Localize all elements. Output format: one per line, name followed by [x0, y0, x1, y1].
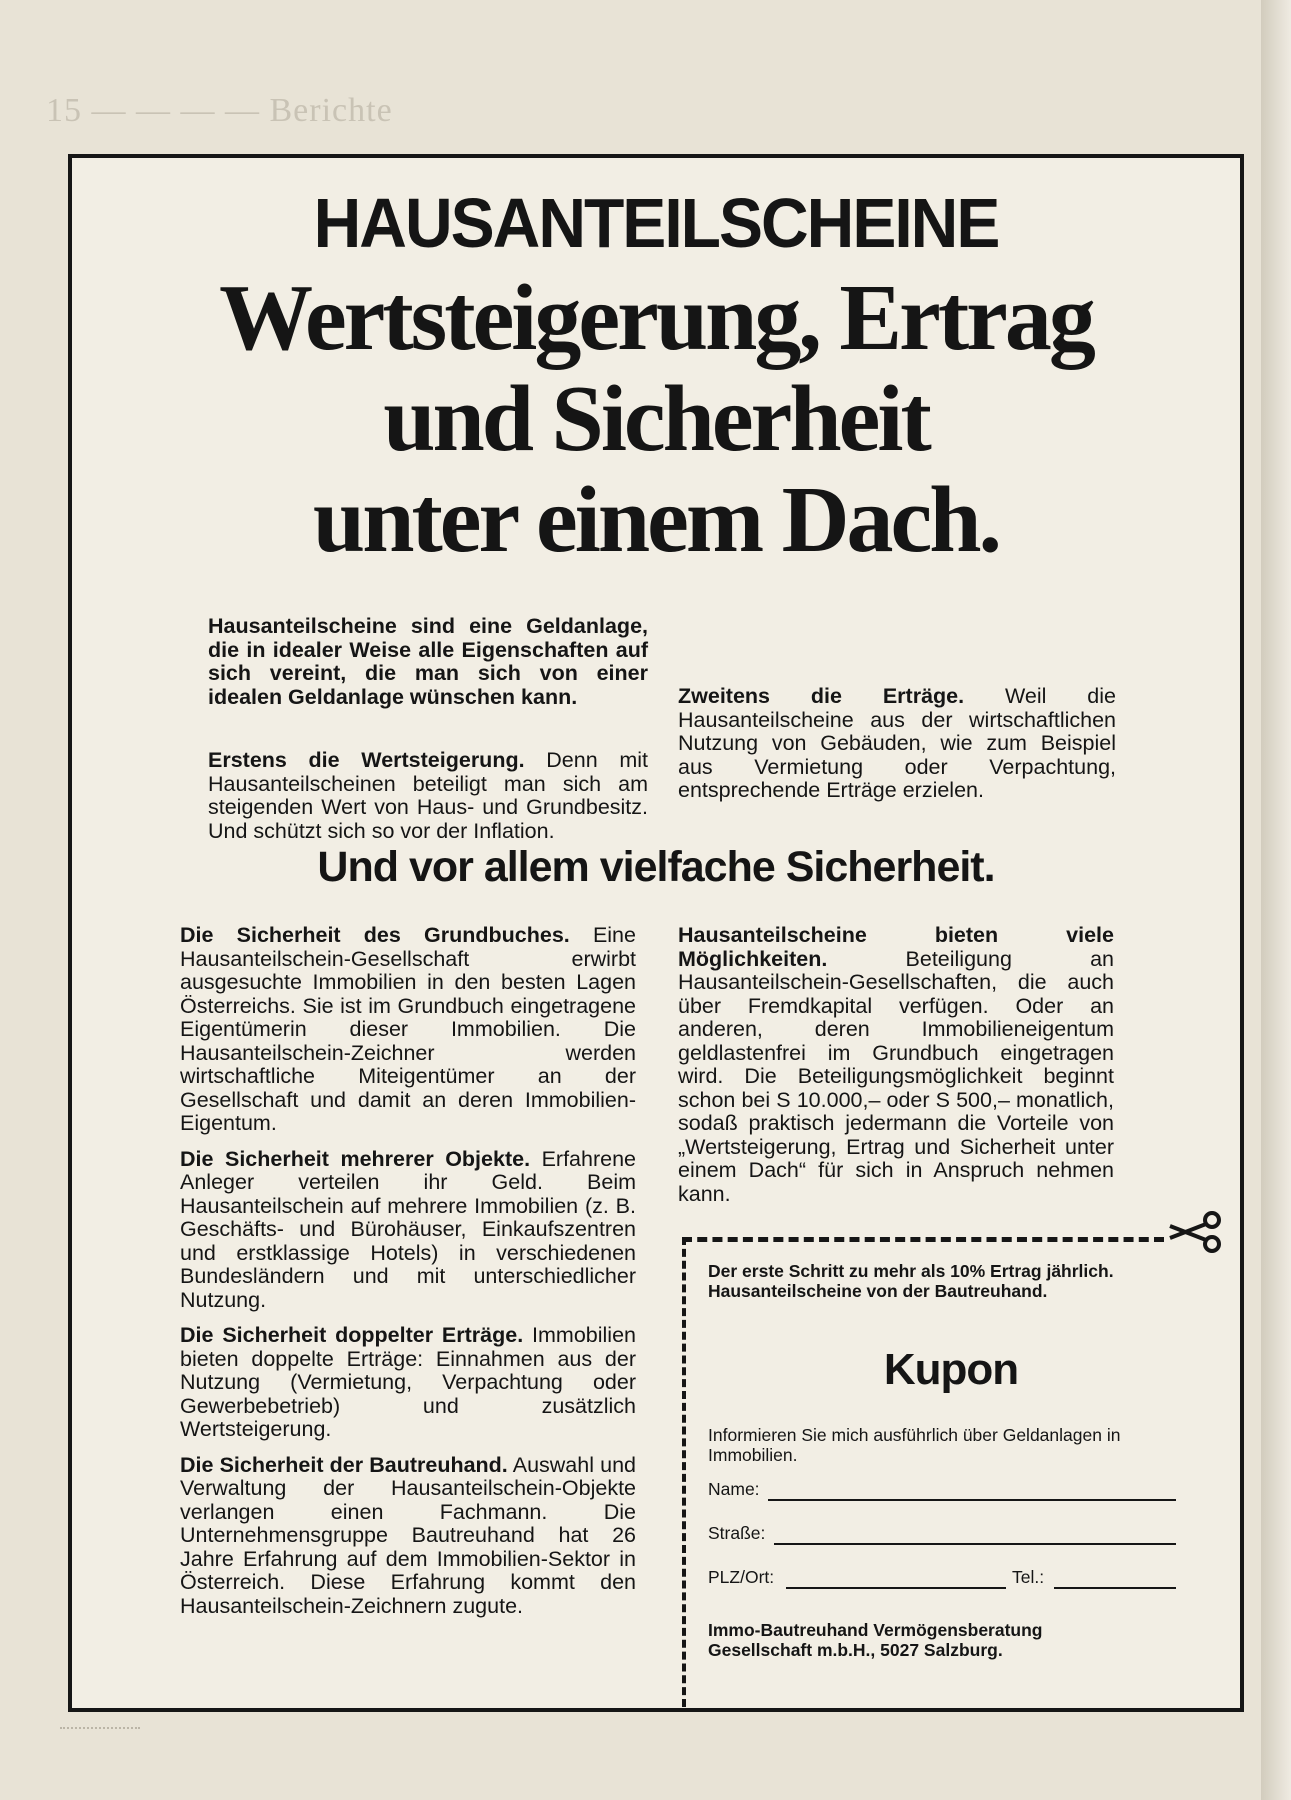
- headline-line: und Sicherheit: [383, 367, 929, 471]
- ertraege-text: Immobilien bieten doppelte Erträge: Einnahmen aus der Nutzung (Vermietung, Verpachtung oder Gewerbebetrieb) und zusätzlich Wertsteigerung.: [180, 1323, 636, 1441]
- name-field[interactable]: [708, 1479, 1178, 1503]
- ad-headline: [72, 268, 1240, 571]
- street-label: Straße:: [708, 1523, 766, 1543]
- footer-rule: [60, 1727, 140, 1733]
- grundbuch-title: Die Sicherheit des Grundbuches.: [180, 923, 570, 947]
- ad-kicker: HAUSANTEILSCHEINE: [313, 184, 999, 262]
- grundbuch-text: Eine Hausanteilschein-Gesellschaft erwirbt ausgesuchte Immobilien in den besten Lagen Österreichs. Sie ist im Grundbuch eingetragene Eigentümerin dieser Immobilien. Die Hausanteilschein-Zeichner werden wirtschaftliche Miteigentümer an der Gesellschaft und damit an deren Immobilien-Eigentum.: [180, 923, 636, 1135]
- headline-line: unter einem Dach.: [312, 468, 1000, 572]
- security-right-column: [678, 924, 1114, 1206]
- moeglichkeiten-text: Beteiligung an Hausanteilschein-Gesellschaften, die auch über Fremdkapital verfügen. Oder an anderen, deren Immobilieneigentum geldlastenfrei im Grundbuch eingetragen wird. Die Beteiligungsmöglichkeit beginnt schon bei S 10.000,– oder S 500,– monatlich, sodaß praktisch jedermann die Vorteile von „Wertsteigerung, Ertrag und Sicherheit unter einem Dach“ für sich in Anspruch nehmen kann.: [678, 946, 1114, 1206]
- first-text: Denn mit Hausanteilscheinen beteiligt man sich am steigenden Wert von Haus- und Grundbesitz. Und schützt sich so vor der Inflation.: [208, 748, 648, 843]
- subheadline: Und vor allem vielfache Sicherheit.: [317, 843, 995, 891]
- objekte-text: Erfahrene Anleger verteilen ihr Geld. Beim Hausanteilschein auf mehrere Immobilien (z. B. Geschäfts- und Bürohäuser, Einkaufszentren und erstklassige Hotels) in verschiedenen Bundesländern und mit unterschiedlicher Nutzung.: [180, 1146, 636, 1312]
- intro-left-column: [208, 615, 648, 843]
- intro-right-column: [678, 615, 1116, 803]
- bleed-through-text: 15 — — — — Berichte: [46, 92, 393, 129]
- coupon-request: Informieren Sie mich ausführlich über Geldanlagen in Immobilien.: [708, 1425, 1121, 1465]
- name-label: Name:: [708, 1479, 760, 1499]
- intro-second-paragraph: [678, 685, 1116, 803]
- ertraege-title: Die Sicherheit doppelter Erträge.: [180, 1323, 524, 1347]
- grundbuch-paragraph: [180, 924, 636, 1136]
- city-field[interactable]: [708, 1567, 1178, 1591]
- street-input-line[interactable]: [774, 1543, 1176, 1545]
- second-text: Weil die Hausanteilscheine aus der wirtschaftlichen Nutzung von Gebäuden, wie zum Beispiel aus Vermietung oder Verpachtung, entsprechende Erträge erzielen.: [678, 684, 1116, 802]
- street-field[interactable]: [708, 1523, 1178, 1547]
- moeglichkeiten-paragraph: [678, 924, 1114, 1206]
- objekte-title: Die Sicherheit mehrerer Objekte.: [180, 1146, 531, 1171]
- second-title: Zweitens die Erträge.: [678, 684, 965, 708]
- bautreuhand-text: Auswahl und Verwaltung der Hausanteilschein-Objekte verlangen einen Fachmann. Die Unternehmensgruppe Bautreuhand hat 26 Jahre Erfahrung auf dem Immobilien-Sektor in Österreich. Diese Erfahrung kommt den Hausanteilschein-Zeichnern zugute.: [180, 1452, 636, 1618]
- coupon-tagline: Der erste Schritt zu mehr als 10% Ertrag jährlich. Hausanteilscheine von der Bautreuhand.: [708, 1261, 1114, 1301]
- city-label: PLZ/Ort:: [708, 1567, 775, 1587]
- security-left-column: [180, 924, 636, 1618]
- city-input-line[interactable]: [786, 1587, 1006, 1589]
- page-edge: [1261, 0, 1291, 1800]
- coupon-title: Kupon: [883, 1345, 1019, 1394]
- bautreuhand-title: Die Sicherheit der Bautreuhand.: [180, 1452, 508, 1477]
- intro-first-paragraph: [208, 749, 648, 843]
- scissors-icon: [1166, 1207, 1226, 1257]
- coupon-company: Immo-Bautreuhand Vermögensberatung Gesellschaft m.b.H., 5027 Salzburg.: [708, 1620, 1043, 1660]
- bautreuhand-paragraph: [180, 1454, 636, 1619]
- cut-line: [682, 1237, 1164, 1242]
- name-input-line[interactable]: [768, 1499, 1176, 1501]
- intro-lead: Hausanteilscheine sind eine Geldanlage, die in idealer Weise alle Eigenschaften auf sich vereint, die man sich von einer idealen Geldanlage wünschen kann.: [208, 614, 648, 709]
- advertisement-frame: [68, 154, 1244, 1712]
- ertraege-paragraph: [180, 1324, 636, 1442]
- phone-label: Tel.:: [1012, 1567, 1045, 1587]
- headline-line: Wertsteigerung, Ertrag: [219, 266, 1093, 370]
- objekte-paragraph: [180, 1148, 636, 1313]
- first-title: Erstens die Wertsteigerung.: [208, 748, 525, 772]
- cut-line-vertical: [682, 1237, 686, 1707]
- moeglichkeiten-title: Hausanteilscheine bieten viele Möglichkeiten.: [678, 923, 1114, 971]
- phone-input-line[interactable]: [1054, 1587, 1176, 1589]
- coupon[interactable]: [682, 1237, 1220, 1707]
